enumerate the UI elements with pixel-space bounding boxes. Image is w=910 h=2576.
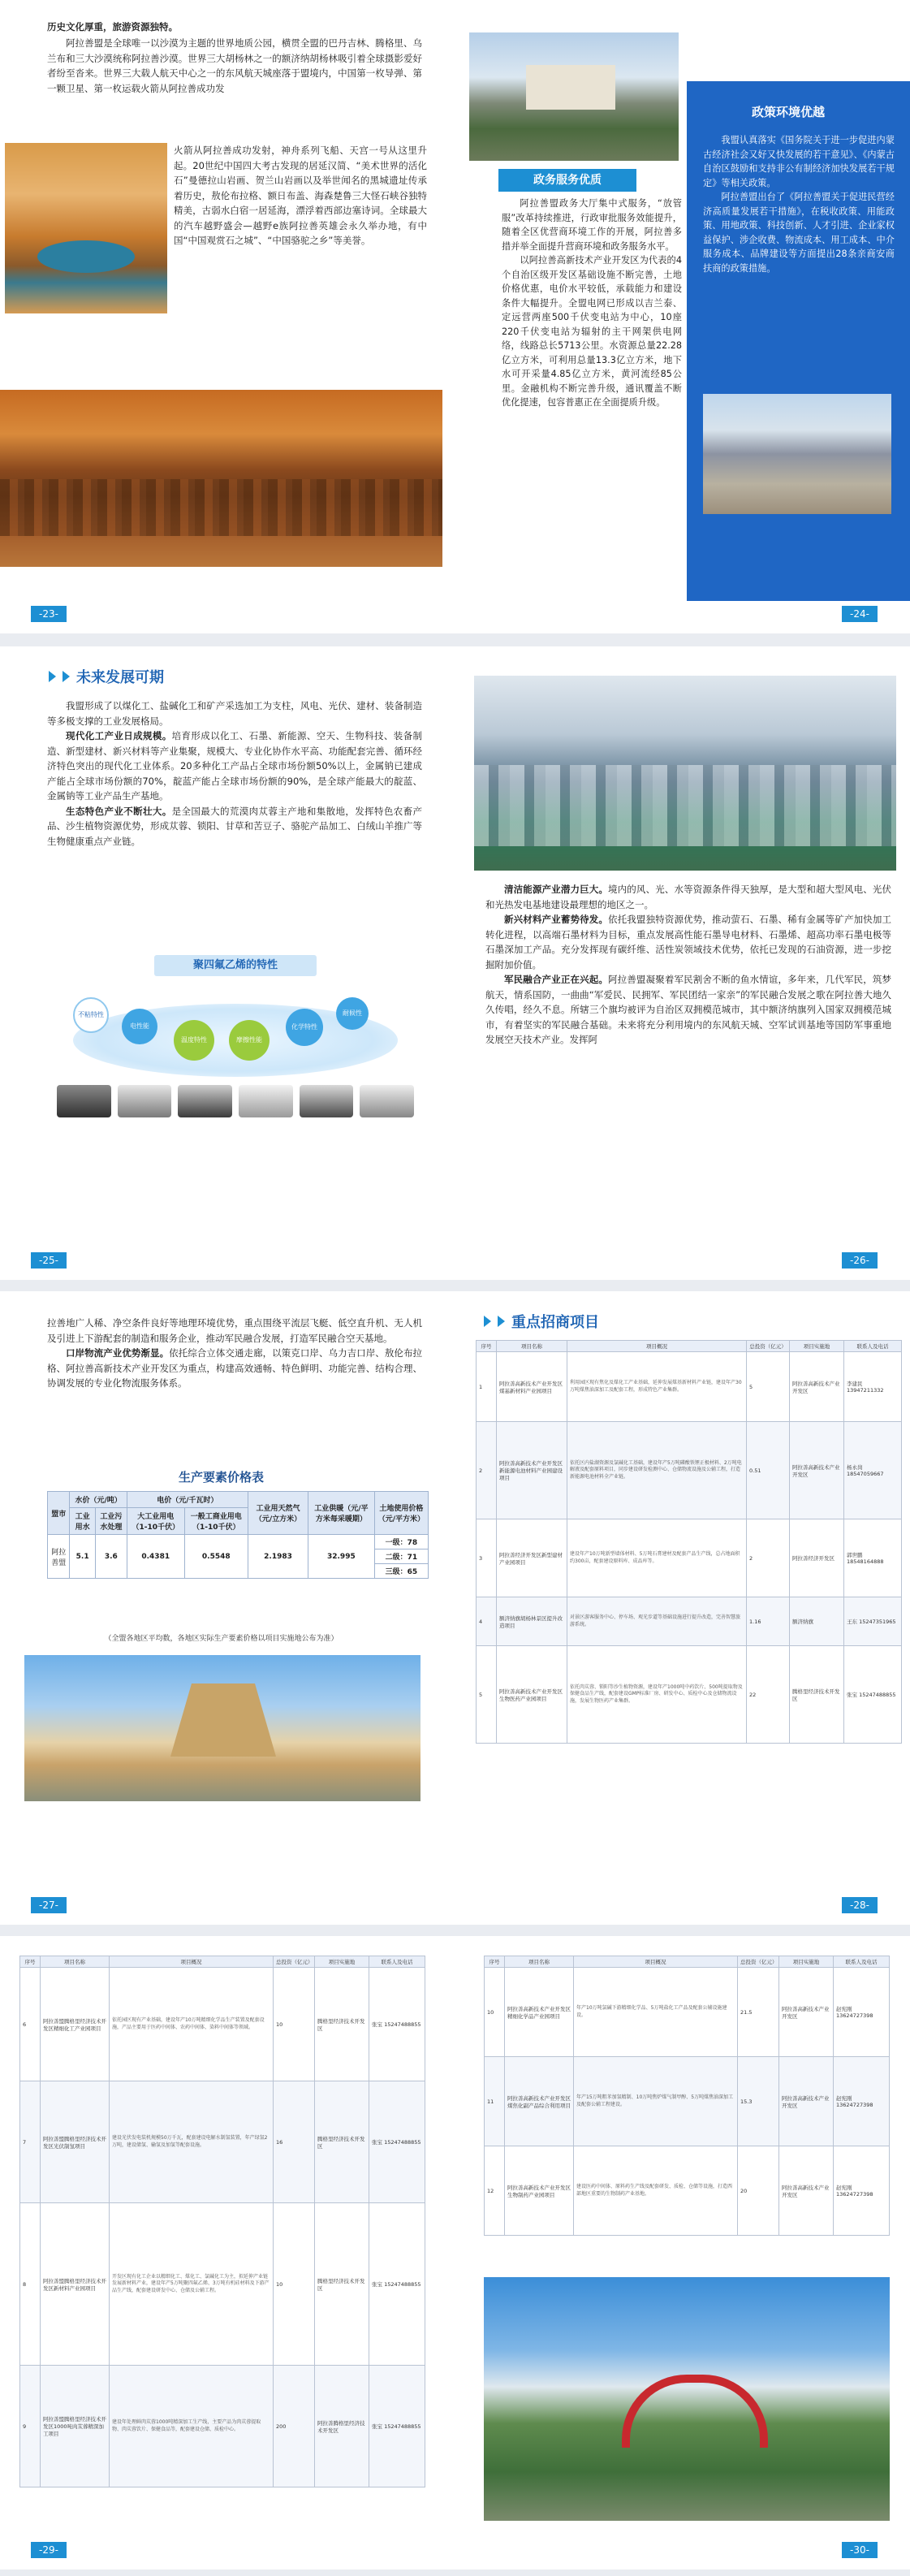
table-row: 阿拉善盟 5.1 3.6 0.4381 0.5548 2.1983 32.995 一级：78 二级：71 三级：65	[48, 1535, 429, 1579]
table-header-row: 序号 项目名称 项目概况 总投资（亿元） 项目实施地 联系人及电话	[20, 1956, 425, 1968]
page-number: -28-	[842, 1897, 878, 1913]
gov-service-text: 阿拉善盟政务大厅集中式服务，“放管服”改革持续推进，行政审批服务效能提升，随着全区优营商环境工作的开展，阿拉善多措并举全面提升营商环境和政务服务水平。 以阿拉善高新技术产业开发区为代表的4个自治区级开发区基础设施不断完善，土地价格优惠，电价水平较低，承载能力和建设条件大幅提升。全盟电网已形成以吉兰泰、定远营两座500千伏变电站为中心，10座220千伏变电站为辐射的主干网架供电网络，线路总长5713公里。水资源总量22.28亿立方米，可利用总量13.3亿立方米，地下水可开采量4.85亿立方米，黄河流经85公里。金融机构不断完善升级，通讯覆盖不断优化提速，包容普惠正在全面提质升级。	[502, 198, 682, 408]
ptfe-product-strip	[57, 1085, 414, 1117]
table-row: 1 阿拉善高新技术产业开发区煤基新材料产业园项目 利用园区现有焦化及煤化工产业基础，延伸发展煤基新材料产业链，建设年产30万吨煤焦油深加工及配套工程，形成特色产业集群。 5 阿拉善高新技术产业开发区 李建民 13947211332	[477, 1352, 902, 1422]
table-row: 12 阿拉善高新技术产业开发区生物制药产业园项目 建设医药中间体、原料药生产线及配套研发、质检、仓储等设施，打造西部地区重要的生物制药产业基地。 20 阿拉善高新技术产业开发区 赵宪刚 13624727398	[485, 2146, 890, 2236]
culture-heading: 历史文化厚重，旅游资源独特。	[47, 21, 178, 32]
page-number: -29-	[31, 2542, 67, 2558]
policy-panel	[687, 81, 910, 601]
culture-text-top: 阿拉善盟是全球唯一以沙漠为主题的世界地质公园，横贯全盟的巴丹吉林、腾格里、乌兰布和三大沙漠统称阿拉善沙漠。世界三大胡杨林之一的额济纳胡杨林吸引着全球摄影爱好者纷至沓来。世界三大载人航天中心之一的东风航天城座落于盟境内，中国第一枚导弹、第一颗卫星、第一枚运载火箭从阿拉善成功发	[47, 37, 422, 94]
col-water: 水价（元/吨）	[70, 1492, 127, 1508]
camel-herd-image	[0, 390, 442, 567]
table-row: 9 阿拉善盟腾格里经济技术开发区1000吨肉苁蓉精深加工项目 建设年处理鲜肉苁蓉1000吨精深加工生产线，主要产品为肉苁蓉提取物、肉苁蓉饮片、保健食品等，配套建设仓储、质检中心。 200 阿拉善腾格里经济技术开发区 张宝 15247488855	[20, 2366, 425, 2487]
col-power-general: 一般工商业用电（1-10千伏）	[184, 1508, 248, 1535]
policy-text: 我盟认真落实《国务院关于进一步促进内蒙古经济社会又好又快发展的若干意见》、《内蒙古自治区鼓励和支持非公有制经济加快发展若干规定》等相关政策。 阿拉善盟出台了《阿拉善盟关于促进民营经济高质量发展若干措施》，在税收政策、用能政策、用地政策、科技创新、人才引进、企业家权益保护、涉企收费、物流成本、用工成本、中介服务成本、品牌建设等方面提出28条亲商安商扶商的政策措施。	[703, 135, 895, 274]
ptfe-diagram	[57, 955, 414, 1117]
future-text: 我盟形成了以煤化工、盐碱化工和矿产采选加工为支柱，风电、光伏、建材、装备制造等多极支撑的工业发展格局。 现代化工产业日成规模。培育形成以化工、石墨、新能源、空天、生物科技、装备制造、新型建材、新兴材料等产业集聚，规模大、专业化协作水平高、功能配套完善、循环经济特色突出的现代化工业体系。20多种化工产品占全球市场份额50%以上，金属钠已建成产能占全球市场份额的70%，靛蓝产能占全球市场份额的90%，是全球产能最大的靛蓝、金属钠等工业产品生产基地。 生态特色产业不断壮大。是全国最大的荒漠肉苁蓉主产地和集散地，发挥特色农畜产品、沙生植物资源优势，形成苁蓉、锁阳、甘草和苦豆子、骆驼产品加工、白绒山羊推广等生物健康重点产业链。	[47, 700, 422, 847]
table-row: 2 阿拉善高新技术产业开发区新能源电池材料产业园建设项目 依托区内盐湖资源及氯碱化工基础，建设年产5万吨磷酸铁锂正极材料、2万吨电解液及配套原料项目，同步建设研发检测中心、仓储物流设施及公辅工程，打造新能源电池材料全产业链。 0.51 阿拉善高新技术产业开发区 杨永岗 18547059667	[477, 1422, 902, 1519]
table-row: 8 阿拉善盟腾格里经济技术开发区新材料产业园项目 开发区现有化工企业以精细化工、煤化工、氯碱化工为主，拟延伸产业链发展新材料产业，建设年产5万吨聚四氟乙烯、3万吨有机硅材料及下游产品生产线，配套建设研发中心、仓储及公辅工程。 10 腾格里经济技术开发区 张宝 15247488855	[20, 2203, 425, 2366]
projects-title: 重点招商项目	[484, 1311, 599, 1332]
col-gas: 工业用天然气（元/立方米）	[248, 1492, 308, 1535]
military-text-cont: 拉善地广人稀、净空条件良好等地理环境优势，重点围绕平流层飞艇、低空直升机、无人机及引进上下游配套的制造和服务企业，推动军民融合发展，打造军民融合空天基地。 口岸物流产业优势渐显。依托综合立体交通走廊，以策克口岸、乌力吉口岸、敖伦布拉格、阿拉善高新技术产业开发区为重点，构建高效通畅、特色鲜明、功能完善、结构合理、协调发展的专业化物流服务体系。	[47, 1317, 422, 1389]
chevron-right-icon	[498, 1316, 505, 1327]
projects-table-2	[19, 1956, 425, 2487]
spread-29-30	[0, 1936, 910, 2570]
page-number: -25-	[31, 1252, 67, 1269]
ptfe-feature-friction: 摩擦性能	[229, 1020, 270, 1061]
page-30	[468, 1936, 910, 2570]
page-23	[0, 0, 442, 633]
price-table-title: 生产要素价格表	[178, 1470, 264, 1485]
chevron-right-icon	[63, 671, 70, 682]
culture-text-right: 火箭从阿拉善成功发射，神舟系列飞船、天宫一号从这里升起。20世纪中国四大考古发现的居延汉简、“美术世界的活化石”曼德拉山岩画、贺兰山岩画以及举世闻名的黑城遗址传承着历史，敖伦布拉格、额日布盖、海森楚鲁三大怪石峡谷独特精美，古弱水白宿一居延海，漂浮着西部边塞诗词。全球最大的汽车越野盛会—越野e族阿拉善英雄会永久举办地，有中国“中国观赏石之城”、“中国骆驼之乡”等美誉。	[174, 145, 427, 246]
page-number: -30-	[842, 2542, 878, 2558]
page-number: -27-	[31, 1897, 67, 1913]
table-row: 11 阿拉善高新技术产业开发区煤焦化副产品综合利用项目 年产15万吨粗苯加氢精制、10万吨焦炉煤气制甲醇、5万吨煤焦油深加工及配套公辅工程建设。 15.3 阿拉善高新技术产业开发区 赵宪刚 13624727398	[485, 2057, 890, 2146]
table-row: 3 阿拉善经济开发区新型建材产业园项目 建设年产10万吨新型墙体材料、5万吨石膏建材及配套产品生产线，总占地面积约300亩，配套建设原料库、成品库等。 2 阿拉善经济开发区 郭世鹏 18548164888	[477, 1519, 902, 1597]
col-land: 土地使用价格（元/平方米）	[374, 1492, 428, 1535]
page-number: -26-	[842, 1252, 878, 1269]
gate-building-image	[24, 1655, 420, 1801]
table-header-row: 序号 项目名称 项目概况 总投资（亿元） 项目实施地 联系人及电话	[485, 1956, 890, 1968]
page-29	[0, 1936, 442, 2570]
spread-25-26	[0, 646, 910, 1280]
col-heat: 工业供暖（元/平方米每采暖期）	[308, 1492, 375, 1535]
col-water-industrial: 工业用水	[70, 1508, 95, 1535]
gov-service-title: 政务服务优质	[498, 169, 636, 192]
ptfe-feature-weather: 耐候性	[336, 997, 369, 1030]
page-number: -24-	[842, 606, 878, 622]
factory-floor-image	[474, 676, 896, 871]
table-row: 6 阿拉善盟腾格里经济技术开发区精细化工产业园项目 依托园区现有产业基础，建设年产10万吨精细化学品生产装置及配套设施，产品主要用于医药中间体、农药中间体、染料中间体等领域。 10 腾格里经济技术开发区 张宝 15247488855	[20, 1968, 425, 2081]
page-28	[468, 1291, 910, 1925]
table-header-row: 序号 项目名称 项目概况 总投资（亿元） 项目实施地 联系人及电话	[477, 1341, 902, 1352]
table-row: 5 阿拉善高新技术产业开发区生物医药产业园项目 依托肉苁蓉、锁阳等沙生植物资源，建设年产1000吨中药饮片、500吨提取物及保健食品生产线，配套建设GMP标准厂房、研发中心、质检中心及仓储物流设施，发展生物医药产业集群。 22 腾格里经济技术开发区 张宝 15247488855	[477, 1646, 902, 1744]
projects-table-1	[476, 1340, 902, 1744]
ptfe-feature-temperature: 温度特性	[174, 1020, 214, 1061]
col-power-large: 大工业用电（1-10千伏）	[127, 1508, 184, 1535]
page-26	[468, 646, 910, 1280]
table-row: 4 额济纳旗胡杨林景区提升改造项目 对景区游客服务中心、停车场、观光步道等基础设施进行提升改造，完善智慧旅游系统。 1.16 额济纳旗 王东 15247351965	[477, 1597, 902, 1646]
table-note: （全盟各地区平均数，各地区实际生产要素价格以项目实施地公布为准）	[104, 1635, 339, 1643]
city-view-image	[469, 32, 679, 161]
policy-title: 政策环境优越	[751, 105, 825, 119]
industry-text: 清洁能源产业潜力巨大。境内的风、光、水等资源条件得天独厚，是大型和超大型风电、光伏和光热发电基地建设最理想的地区之一。 新兴材料产业蓄势待发。依托我盟独特资源优势，推动萤石、石墨、稀有金属等矿产加快加工转化进程，以高端石墨材料为目标，重点发展高性能石墨导电材料、石墨烯、超高功率石墨电极等石墨深加工产品。充分发挥现有碳纤维、活性炭领域技术优势，依托已发现的石油资源，进一步挖掘附加价值。 军民融合产业正在兴起。阿拉善盟凝聚着军民割舍不断的鱼水情谊，多年来，几代军民，筑梦航天，情系国防，一曲曲“军爱民、民拥军、军民团结一家亲”的军民融合发展之歌在阿拉善大地久久传唱，经久不息。所辖三个旗均被评为自治区双拥模范城市，其中额济纳旗列入国家双拥模范城市，有着坚实的军民融合基础。未来将充分利用境内的东风航天城、空军试训基地等国防军事重地发展空天技术产业。发挥阿	[485, 884, 891, 1045]
ptfe-feature-chemical: 化学特性	[286, 1009, 323, 1046]
future-title: 未来发展可期	[49, 666, 164, 687]
col-water-sewage: 工业污水处理	[95, 1508, 127, 1535]
chevron-right-icon	[49, 671, 56, 682]
price-table	[47, 1491, 429, 1579]
desert-lake-image	[5, 143, 167, 313]
spread-27-28	[0, 1291, 910, 1925]
page-number: -23-	[31, 606, 67, 622]
diagram-title: 聚四氟乙烯的特性	[154, 955, 317, 976]
table-row: 7 阿拉善盟腾格里经济技术开发区光伏制氢项目 建设光伏发电装机规模50万千瓦，配套建设电解水制氢装置，年产绿氢2万吨，建设储氢、输氢及加氢等配套设施。 16 腾格里经济技术开发区 张宝 15247488855	[20, 2081, 425, 2203]
page-24	[468, 0, 910, 633]
chevron-right-icon	[484, 1316, 491, 1327]
projects-table-3	[484, 1956, 890, 2236]
spread-23-24	[0, 0, 910, 633]
industrial-park-image	[703, 394, 891, 514]
page-27	[0, 1291, 442, 1925]
col-power: 电价（元/千瓦时）	[127, 1492, 248, 1508]
page-25	[0, 646, 442, 1280]
table-row: 10 阿拉善高新技术产业开发区精细化学品产业园项目 年产10万吨氯碱下游精细化学品、5万吨盐化工产品及配套公辅设施建设。 21.5 阿拉善高新技术产业开发区 赵宪刚 13624727398	[485, 1968, 890, 2057]
ptfe-feature-electrical: 电性能	[122, 1009, 157, 1044]
city-gate-image	[484, 2277, 890, 2521]
col-city: 盟市	[48, 1492, 70, 1535]
ptfe-feature-nonstick: 不粘特性	[73, 997, 109, 1033]
